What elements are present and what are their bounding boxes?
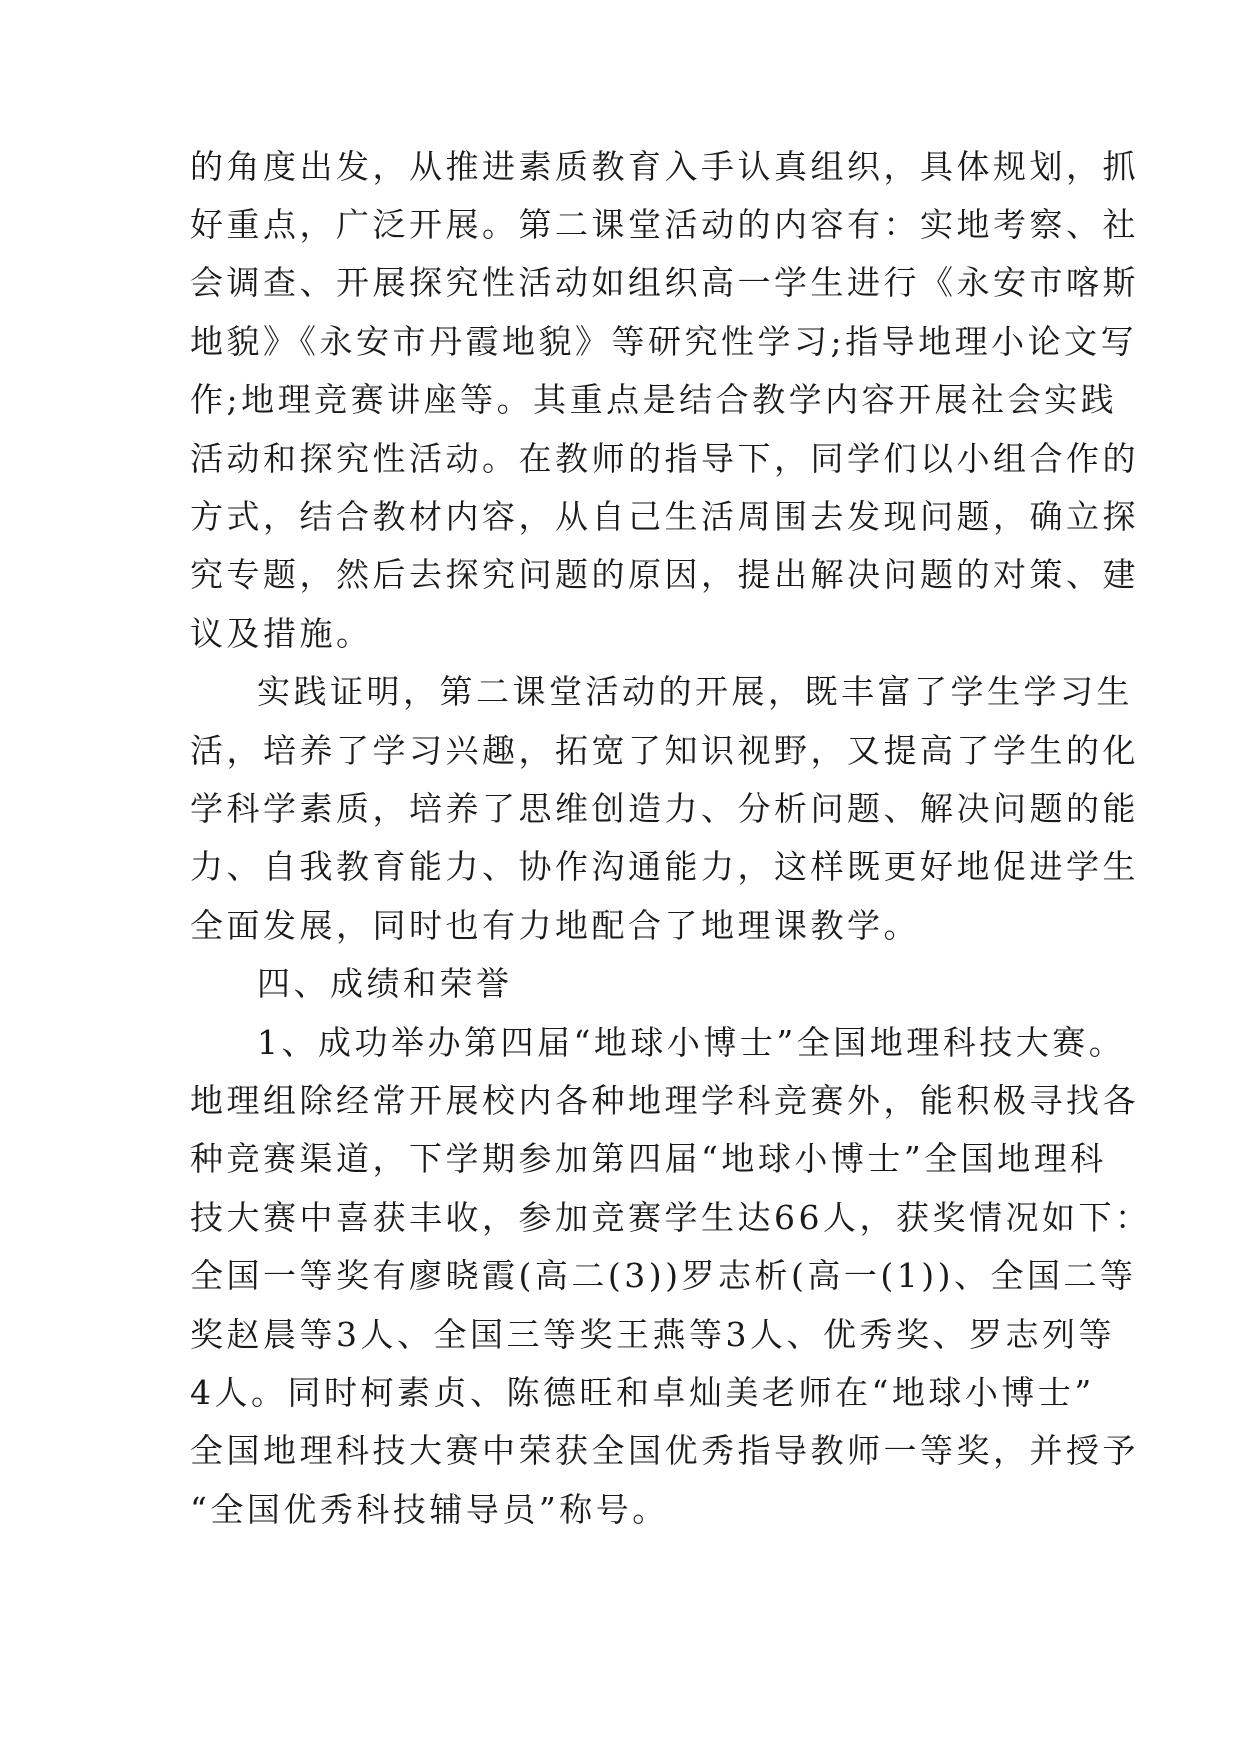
paragraph-1-line-3: 会调查、开展探究性活动如组织高一学生进行《永安市喀斯 [190, 263, 1139, 302]
paragraph-3-line-6: 奖赵晨等3人、全国三等奖王燕等3人、优秀奖、罗志列等 [190, 1315, 1115, 1354]
paragraph-2-line-3: 学科学素质，培养了思维创造力、分析问题、解决问题的能 [190, 789, 1139, 828]
paragraph-3-line-1: 1、成功举办第四届“地球小博士”全国地理科技大赛。 [257, 1023, 1126, 1062]
paragraph-3-line-8: 全国地理科技大赛中荣获全国优秀指导教师一等奖，并授予 [190, 1431, 1139, 1470]
paragraph-2-line-4: 力、自我教育能力、协作沟通能力，这样既更好地促进学生 [190, 847, 1139, 886]
paragraph-1-line-6: 活动和探究性活动。在教师的指导下，同学们以小组合作的 [190, 439, 1139, 478]
paragraph-3-line-4: 技大赛中喜获丰收，参加竞赛学生达66人，获奖情况如下： [190, 1198, 1152, 1237]
paragraph-3-line-7: 4人。同时柯素贞、陈德旺和卓灿美老师在“地球小博士” [190, 1373, 1095, 1412]
paragraph-1-line-5: 作;地理竞赛讲座等。其重点是结合教学内容开展社会实践 [190, 380, 1118, 419]
paragraph-3-line-2: 地理组除经常开展校内各种地理学科竞赛外，能积极寻找各 [190, 1081, 1139, 1120]
paragraph-1-line-4: 地貌》《永安市丹霞地貌》等研究性学习;指导地理小论文写 [190, 322, 1138, 361]
paragraph-3-line-5: 全国一等奖有廖晓霞(高二(3))罗志析(高一(1))、全国二等 [190, 1256, 1137, 1295]
paragraph-1-line-1: 的角度出发，从推进素质教育入手认真组织，具体规划，抓 [190, 147, 1139, 186]
paragraph-1-line-9: 议及措施。 [190, 614, 373, 653]
paragraph-3-line-3: 种竞赛渠道，下学期参加第四届“地球小博士”全国地理科 [190, 1139, 1107, 1178]
paragraph-3-line-9: “全国优秀科技辅导员”称号。 [190, 1490, 669, 1529]
paragraph-1-line-8: 究专题，然后去探究问题的原因，提出解决问题的对策、建 [190, 555, 1139, 594]
paragraph-1-line-7: 方式，结合教材内容，从自己生活周围去发现问题，确立探 [190, 497, 1139, 536]
paragraph-2-line-2: 活，培养了学习兴趣，拓宽了知识视野，又提高了学生的化 [190, 731, 1139, 770]
section-heading: 四、成绩和荣誉 [257, 964, 513, 1003]
paragraph-2-line-5: 全面发展，同时也有力地配合了地理课教学。 [190, 906, 920, 945]
paragraph-2-line-1: 实践证明，第二课堂活动的开展，既丰富了学生学习生 [257, 672, 1133, 711]
paragraph-1-line-2: 好重点，广泛开展。第二课堂活动的内容有：实地考察、社 [190, 205, 1139, 244]
